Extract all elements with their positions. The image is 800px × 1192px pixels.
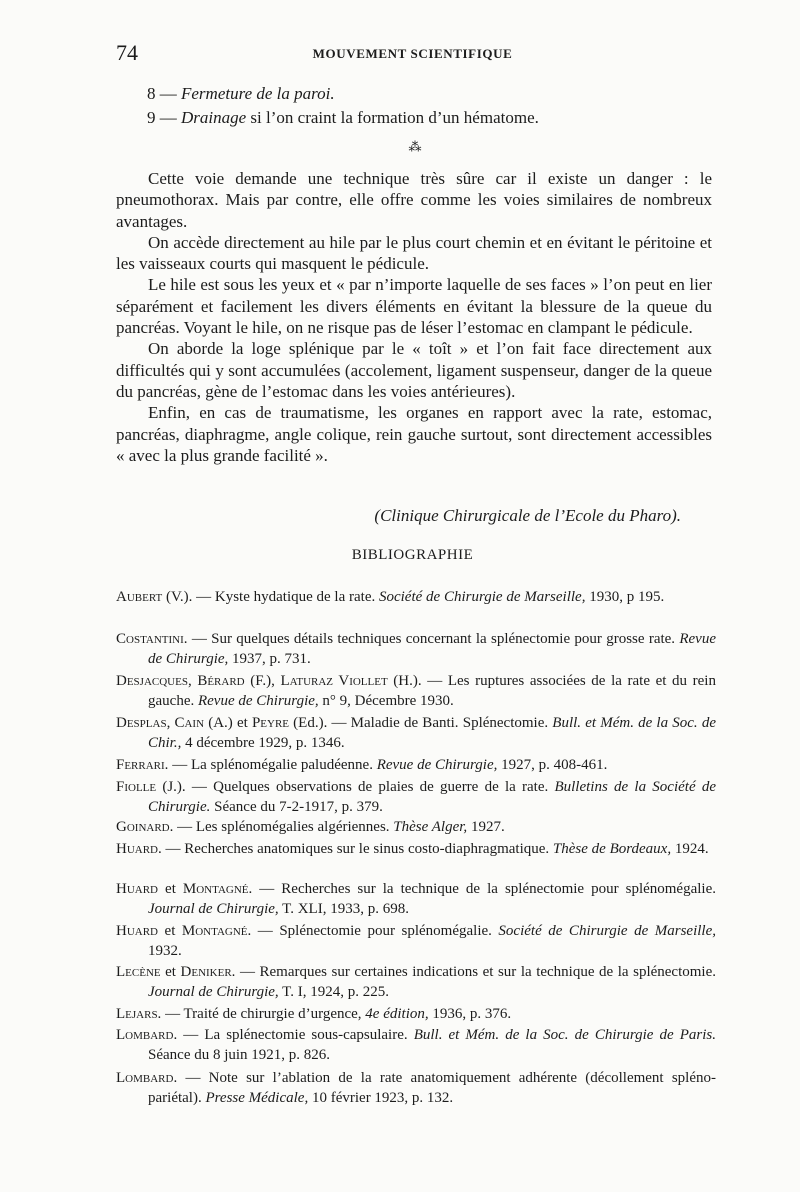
reference-huard: Huard. — Recherches anatomiques sur le sinus costo-diaphragmatique. Thèse de Bordeaux, 1924. — [116, 841, 709, 857]
paragraph: On aborde la loge splénique par le « toît » et l’on fait face directement aux difficultés qui y sont accumulées (accolement, ligament suspenseur, danger de la queue du pancréas, gène de l’estomac dans les voies antérieures). — [116, 339, 712, 401]
body-text — [116, 168, 712, 466]
reference-lombard-1: Lombard. — La splénectomie sous-capsulaire. Bull. et Mém. de la Soc. de Chirurgie de Paris. Séance du 8 juin 1921, p. 826. — [116, 1027, 716, 1063]
step-8 — [147, 84, 335, 104]
paragraph: Enfin, en cas de traumatisme, les organes en rapport avec la rate, estomac, pancréas, diaphragme, angle colique, rein gauche surtout, sont directement accessibles « avec la plus grande facilité ». — [116, 403, 712, 465]
reference-desjacques: Desjacques, Bérard (F.), Laturaz Viollet (H.). — Les ruptures associées de la rate et du rein gauche. Revue de Chirurgie, n° 9, Décembre 1930. — [116, 673, 716, 709]
page-number: 74 — [116, 40, 138, 65]
reference-lejars: Lejars. — Traité de chirurgie d’urgence, 4e édition, 1936, p. 376. — [116, 1006, 512, 1022]
paragraph: On accède directement au hile par le plus court chemin et en évitant le péritoine et les vaisseaux courts qui masquent le pédicule. — [116, 232, 712, 274]
paragraph: Le hile est sous les yeux et « par n’importe laquelle de ses faces » l’on peut en lier séparément et facilement les divers éléments en évitant la blessure de la queue du pancréas. Voyant le hile, on ne risque pas de léser l’estomac en clampant le pédicule. — [116, 275, 712, 338]
step-number: 9 — — [147, 108, 177, 127]
source-attribution: (Clinique Chirurgicale de l’Ecole du Pharo). — [374, 506, 681, 525]
running-head: MOUVEMENT SCIENTIFIQUE — [312, 46, 513, 61]
step-9 — [147, 108, 539, 128]
reference-desplas: Desplas, Cain (A.) et Peyre (Ed.). — Maladie de Banti. Splénectomie. Bull. et Mém. de la Soc. de Chir., 4 décembre 1929, p. 1346. — [116, 715, 716, 751]
reference-huard-montagne-1: Huard et Montagné. — Recherches sur la technique de la splénectomie pour splénomégalie. Journal de Chirurgie, T. XLI, 1933, p. 698. — [116, 881, 716, 917]
step-text: si l’on craint la formation d’un hématome. — [246, 108, 539, 127]
reference-huard-montagne-2: Huard et Montagné. — Splénectomie pour splénomégalie. Société de Chirurgie de Marseille, 1932. — [116, 923, 716, 959]
reference-lecene-deniker: Lecène et Deniker. — Remarques sur certaines indications et sur la technique de la splénectomie. Journal de Chirurgie, T. I, 1924, p. 225. — [116, 964, 716, 1000]
step-title: Fermeture de la paroi. — [181, 84, 335, 103]
reference-goinard: Goinard. — Les splénomégalies algériennes. Thèse Alger, 1927. — [116, 819, 505, 835]
reference-costantini: Costantini. — Sur quelques détails techniques concernant la splénectomie pour grosse rate. Revue de Chirurgie, 1937, p. 731. — [116, 631, 716, 667]
reference-aubert: Aubert (V.). — Kyste hydatique de la rate. Société de Chirurgie de Marseille, 1930, p 195. — [116, 589, 665, 605]
step-title: Drainage — [181, 108, 247, 127]
asterism-ornament: ⁂ — [408, 139, 422, 154]
reference-fiolle: Fiolle (J.). — Quelques observations de plaies de guerre de la rate. Bulletins de la Société de Chirurgie. Séance du 7-2-1917, p. 379. — [116, 779, 716, 815]
paragraph: Cette voie demande une technique très sûre car il existe un danger : le pneumothorax. Mais par contre, elle offre comme les voies similaires de nombreux avantages. — [116, 169, 712, 231]
reference-lombard-2: Lombard. — Note sur l’ablation de la rate anatomiquement adhérente (décollement spléno-pariétal). Presse Médicale, 10 février 1923, p. 132. — [116, 1070, 716, 1106]
bibliography-title: BIBLIOGRAPHIE — [351, 547, 474, 563]
reference-ferrari: Ferrari. — La splénomégalie paludéenne. Revue de Chirurgie, 1927, p. 408-461. — [116, 757, 608, 773]
step-number: 8 — — [147, 84, 177, 103]
